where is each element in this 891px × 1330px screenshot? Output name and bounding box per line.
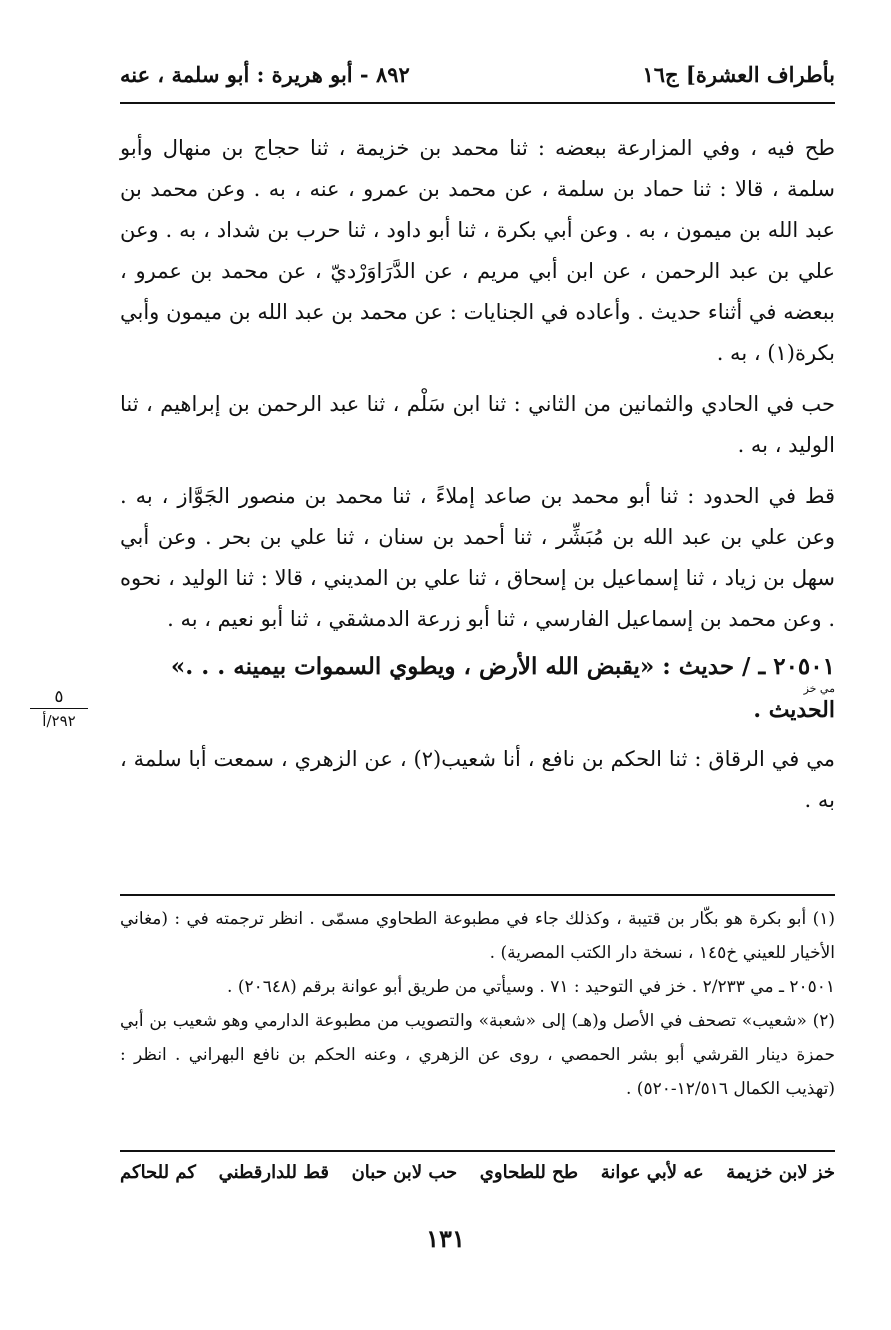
book-title: بأطراف العشرة] ج١٦ [642,62,835,87]
footnote: (١) أبو بكرة هو بكّار بن قتيبة ، وكذلك جاء في مطبوعة الطحاوي مسمّى . انظر ترجمته في : (مغاني الأخيار للعيني خ١٤٥ ، نسخة دار الكتب المصرية) . [120,909,835,963]
header-rule [120,102,835,104]
page-number: ١٣١ [426,1224,465,1253]
abbreviations-key [120,1162,835,1183]
hadith-heading-tail: الحديث . [753,697,835,723]
paragraph: طح فيه ، وفي المزارعة ببعضه : ثنا محمد بن خزيمة ، ثنا حجاج بن منهال وأبو سلمة ، قالا : ثنا حماد بن سلمة ، عن محمد بن عمرو ، عنه ، به . وعن محمد بن عبد الله بن ميمون ، به . وعن أبي بكرة ، ثنا أبو داود ، ثنا حرب بن شداد ، به . وعن علي بن عبد الرحمن ، عن ابن أبي مريم ، عن الدَّرَاوَرْديّ ، عن محمد بن عمرو ، ببعضه في أثناء حديث . وأعاده في الجنايات : عن محمد بن عبد الله بن ميمون وأبي بكرة(١) ، به . [120,136,835,365]
paragraph: قط في الحدود : ثنا أبو محمد بن صاعد إملاءً ، ثنا محمد بن منصور الجَوَّاز ، به . وعن علي بن عبد الله بن مُبَشِّر ، ثنا أحمد بن سنان ، ثنا علي بن بحر . وعن أبي سهل بن زياد ، ثنا إسماعيل بن إسحاق ، ثنا علي بن المديني ، قالا : ثنا الوليد ، نحوه . وعن محمد بن إسماعيل الفارسي ، ثنا أبو زرعة الدمشقي ، ثنا أبو نعيم ، به . [120,484,835,631]
footnote-reference: ٢٠٥٠١ ـ مي ٢/٢٣٣ . خز في التوحيد : ٧١ . وسيأتي من طريق أبو عوانة برقم (٢٠٦٤٨) . [227,977,835,997]
main-text [120,128,835,831]
running-header [120,62,835,98]
abbreviation-item: خز لابن خزيمة [726,1162,835,1183]
paragraph: حب في الحادي والثمانين من الثاني : ثنا ابن سَلْم ، ثنا عبد الرحمن بن إبراهيم ، ثنا الوليد ، به . [120,392,835,457]
paragraph: مي في الرقاق : ثنا الحكم بن نافع ، أنا شعيب(٢) ، عن الزهري ، سمعت أبا سلمة ، به . [120,747,835,812]
abbreviation-item: كم للحاكم [120,1162,196,1183]
abbreviation-item: طح للطحاوي [479,1162,579,1183]
abbreviation-item: حب لابن حبان [351,1162,458,1183]
hadith-sources: مي خز [803,682,835,695]
margin-line-number: ٥ [54,687,64,707]
footnote: (٢) «شعيب» تصحف في الأصل و(هـ) إلى «شعبة» والتصويب من مطبوعة الدارمي وهو شعيب بن أبي حمزة دينار القرشي أبو بشر الحمصي ، روى عن الزهري ، وعنه الحكم بن نافع البهراني . انظر : (تهذيب الكمال ١٢/٥١٦-٥٢٠) . [120,1011,835,1099]
margin-folio-ref: ٢٩٢/أ [30,708,88,731]
section-title: ٨٩٢ - أبو هريرة : أبو سلمة ، عنه [120,62,410,87]
margin-note [30,686,88,731]
footnotes [120,902,835,1106]
abbreviation-item: عه لأبي عوانة [600,1162,704,1183]
abbreviation-item: قط للدارقطني [218,1162,329,1183]
abbreviations-rule [120,1150,835,1152]
hadith-heading: ٢٠٥٠١ ـ / حديث : «يقبض الله الأرض ، ويطوي السموات بيمينه . . .» [170,653,835,680]
footnote-rule [120,894,835,896]
